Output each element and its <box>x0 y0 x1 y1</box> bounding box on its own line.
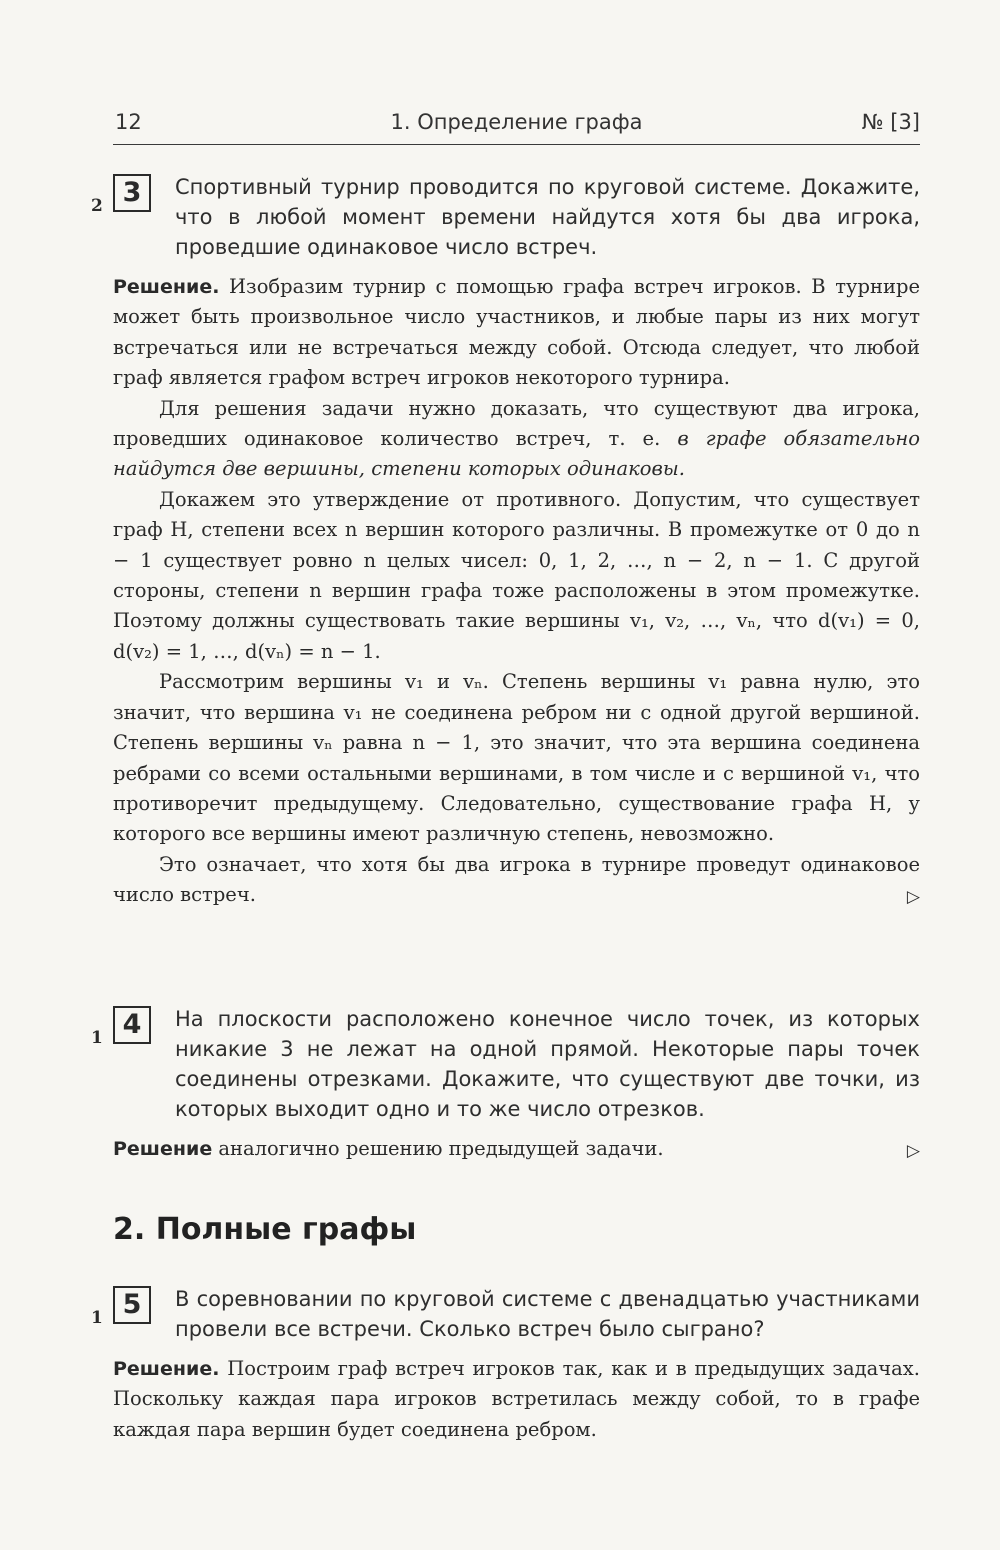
problem-number-box: 5 <box>113 1286 151 1324</box>
problem-3 <box>91 172 920 262</box>
solution-paragraph: аналогично решению предыдущей задачи. <box>218 1137 664 1160</box>
difficulty-level: 1 <box>91 1028 103 1048</box>
solution-paragraph: Рассмотрим вершины v₁ и vₙ. Степень вершины v₁ равна нулю, это значит, что вершина v₁ не соединена ребром ни с одной другой вершиной. Степень вершины vₙ равна n − 1, это значит, что эта вершина соединена ребрами со всеми остальными вершинами, в том числе и с вершиной v₁, что противоречит предыдущему. Следовательно, существование графа H, у которого все вершины имеют различную степень, невозможно. <box>113 670 920 846</box>
problem-5 <box>91 1284 920 1344</box>
solution-paragraph: Для решения задачи нужно доказать, что существуют два игрока, проведших одинаковое количество встреч, т. е. <box>113 396 920 451</box>
solution-3 <box>113 272 920 913</box>
solution-4 <box>113 1134 920 1166</box>
problem-4 <box>91 1004 920 1124</box>
problem-reference: № [3] <box>861 110 920 134</box>
problem-number-box: 4 <box>113 1006 151 1044</box>
end-of-solution-mark: ▷ <box>906 887 920 908</box>
solution-paragraph: Изобразим турнир с помощью графа встреч игроков. В турнире может быть произвольное число участников, и любые пары из них могут встречаться или не встречаться между собой. Отсюда следует, что любой граф является графом встреч игроков некоторого турнира. <box>113 275 920 390</box>
difficulty-level: 1 <box>91 1308 103 1328</box>
section-title: 2. Полные графы <box>113 1212 417 1247</box>
running-head <box>113 110 920 145</box>
solution-paragraph: Построим граф встреч игроков так, как и в предыдущих задачах. Поскольку каждая пара игроков встретилась между собой, то в графе каждая пара вершин будет соединена ребром. <box>113 1357 920 1441</box>
solution-label: Решение. <box>113 276 220 298</box>
chapter-title: 1. Определение графа <box>390 110 643 134</box>
emphasized-statement: в графе обязательно найдутся две вершины, степени которых одинаковы. <box>113 427 921 481</box>
solution-paragraph: Это означает, что хотя бы два игрока в турнире проведут одинаковое число встреч. <box>113 852 920 907</box>
problem-statement: В соревновании по круговой системе с двенадцатью участниками провели все встречи. Сколько встреч было сыграно? <box>175 1287 920 1341</box>
problem-statement: Спортивный турнир проводится по круговой системе. Докажите, что в любой момент времени найдутся хотя бы два игрока, проведшие одинаковое число встреч. <box>175 175 920 259</box>
end-of-solution-mark: ▷ <box>906 1141 920 1161</box>
solution-label: Решение <box>113 1138 213 1160</box>
page-number: 12 <box>115 110 142 134</box>
solution-paragraph: Докажем это утверждение от противного. Допустим, что существует граф H, степени всех n вершин которого различны. В промежутке от 0 до n − 1 существует ровно n целых чисел: 0, 1, 2, …, n − 2, n − 1. С другой стороны, степени n вершин графа тоже расположены в этом промежутке. Поэтому должны существовать такие вершины v₁, v₂, …, vₙ, что d(v₁) = 0, d(v₂) = 1, …, d(vₙ) = n − 1. <box>113 487 920 663</box>
solution-label: Решение. <box>113 1358 220 1380</box>
problem-statement: На плоскости расположено конечное число точек, из которых никакие 3 не лежат на одной прямой. Некоторые пары точек соединены отрезками. Докажите, что существуют две точки, из которых выходит одно и то же число отрезков. <box>175 1007 920 1121</box>
problem-number-box: 3 <box>113 174 151 212</box>
solution-5 <box>113 1354 920 1445</box>
difficulty-level: 2 <box>91 196 103 216</box>
